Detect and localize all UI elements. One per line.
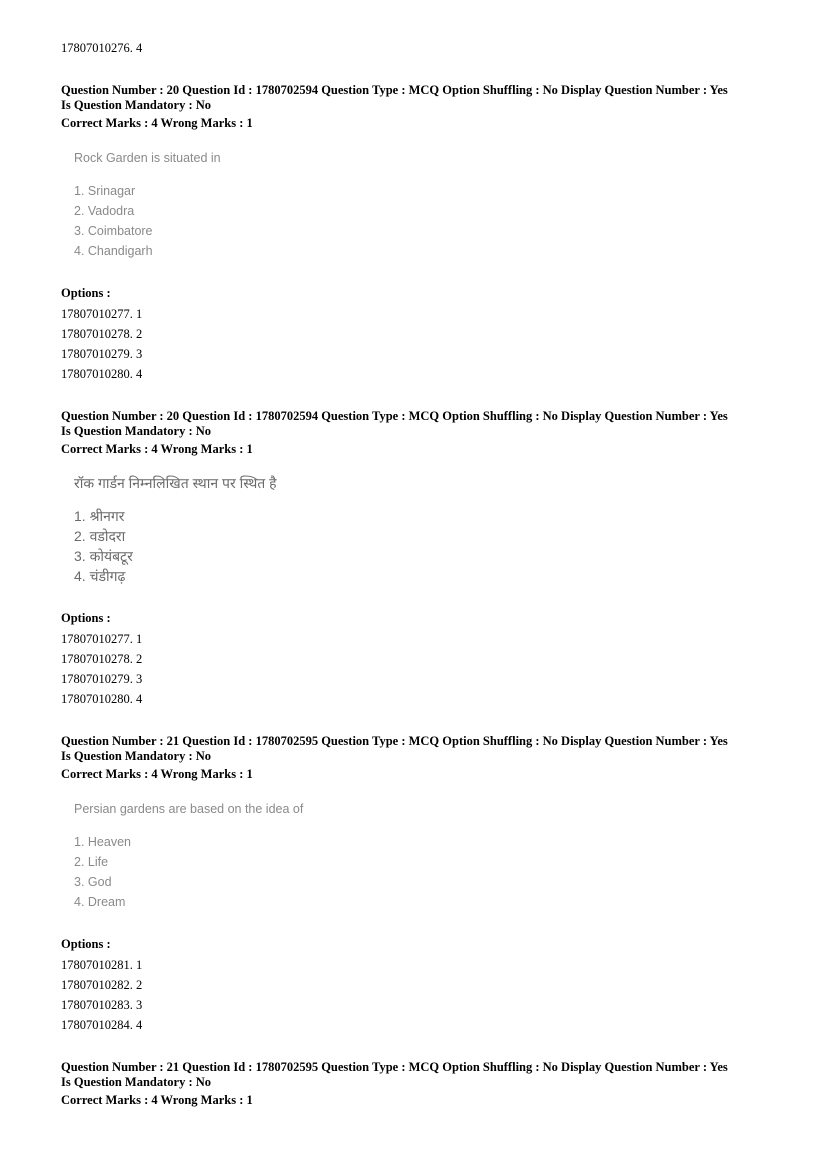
option-row: 17807010277. 1 [61,307,143,321]
question-image [74,148,221,261]
choice: 1. Srinagar [74,184,136,198]
question-meta-line: Question Number : 20 Question Id : 1780702594 Question Type : MCQ Option Shuffling : No Display Question Number : Yes [61,409,728,423]
question-stem: रॉक गार्डन निम्नलिखित स्थान पर स्थित है [74,475,277,491]
option-row: 17807010278. 2 [61,327,143,341]
marks-line: Correct Marks : 4 Wrong Marks : 1 [61,116,253,130]
choice: 4. Chandigarh [74,244,153,258]
choice: 2. Vadodra [74,204,135,218]
question-stem: Rock Garden is situated in [74,151,221,165]
option-row: 17807010277. 1 [61,632,143,646]
option-row: 17807010280. 4 [61,692,143,706]
marks-line: Correct Marks : 4 Wrong Marks : 1 [61,442,253,456]
question-image [74,473,277,586]
mandatory-line: Is Question Mandatory : No [61,424,212,438]
option-row: 17807010276. 4 [61,41,143,55]
option-row: 17807010283. 3 [61,998,143,1012]
choice: 4. चंडीगढ़ [74,568,126,584]
marks-line: Correct Marks : 4 Wrong Marks : 1 [61,767,253,781]
question-meta-line: Question Number : 21 Question Id : 1780702595 Question Type : MCQ Option Shuffling : No Display Question Number : Yes [61,734,728,748]
question-header [61,83,773,131]
question-meta-line: Question Number : 20 Question Id : 1780702594 Question Type : MCQ Option Shuffling : No Display Question Number : Yes [61,83,728,97]
option-row: 17807010279. 3 [61,672,143,686]
options-label: Options : [61,286,111,300]
marks-line: Correct Marks : 4 Wrong Marks : 1 [61,1093,253,1107]
option-row: 17807010280. 4 [61,367,143,381]
question-header [61,1060,773,1108]
options-list [61,611,142,709]
choice: 3. Coimbatore [74,224,153,238]
choice: 2. वडोदरा [74,528,126,544]
question-image [74,799,303,912]
mandatory-line: Is Question Mandatory : No [61,1075,212,1089]
choice: 1. श्रीनगर [74,508,125,524]
question-header [61,734,773,782]
question-header [61,409,773,457]
choice: 3. कोयंबटूर [74,548,133,564]
option-row: 17807010282. 2 [61,978,143,992]
options-list [61,286,142,384]
options-label: Options : [61,611,111,625]
option-row: 17807010279. 3 [61,347,143,361]
choice: 4. Dream [74,895,126,909]
option-row: 17807010284. 4 [61,1018,143,1032]
mandatory-line: Is Question Mandatory : No [61,98,212,112]
options-label: Options : [61,937,111,951]
choice: 2. Life [74,855,109,869]
options-list [61,937,142,1035]
question-meta-line: Question Number : 21 Question Id : 1780702595 Question Type : MCQ Option Shuffling : No Display Question Number : Yes [61,1060,728,1074]
choice: 1. Heaven [74,835,131,849]
mandatory-line: Is Question Mandatory : No [61,749,212,763]
option-row: 17807010278. 2 [61,652,143,666]
choice: 3. God [74,875,112,889]
option-row: 17807010281. 1 [61,958,143,972]
question-stem: Persian gardens are based on the idea of [74,802,304,816]
